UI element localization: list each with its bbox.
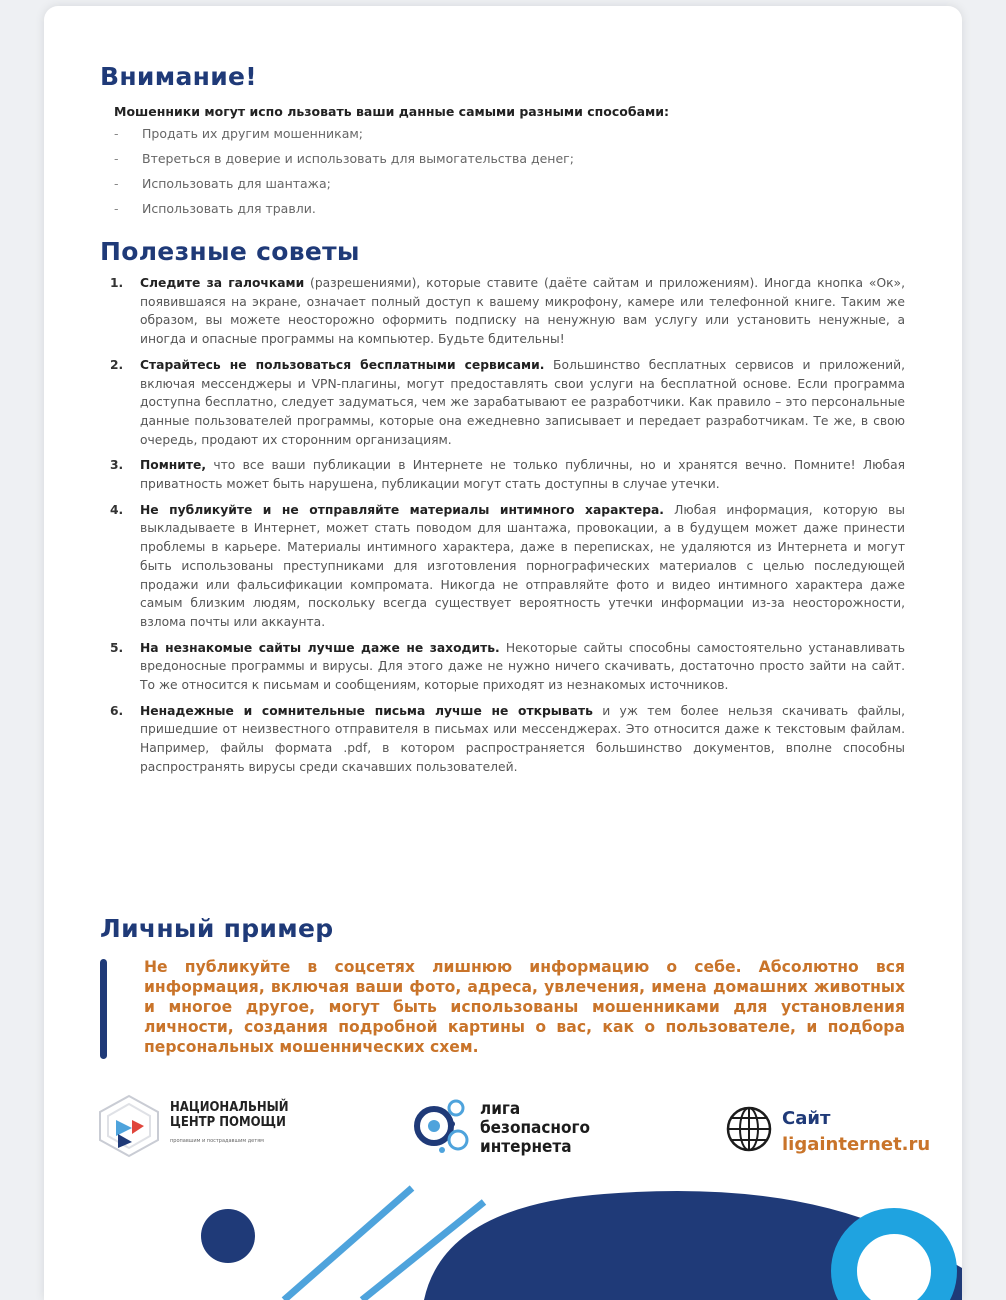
example-text: Не публикуйте в соцсетях лишнюю информацию о себе. Абсолютно вся информация, включая ваши фото, адреса, увлечения, имена домашних животных и многое другое, могут быть использованы мошенниками для установления личности, создания подробной картины о вас, как о пользователе, и подбора персональных мошеннических схем. bbox=[144, 958, 905, 1056]
warning-title: Внимание! bbox=[100, 62, 257, 91]
liga-logo-text: лига безопасного интернета bbox=[480, 1099, 590, 1157]
list-item: - Втереться в доверие и использовать для вымогательства денег; bbox=[114, 151, 574, 166]
document-page bbox=[44, 6, 962, 1300]
site-label: Сайт bbox=[782, 1108, 831, 1129]
warning-lead: Мошенники могут испо льзовать ваши данные самыми разными способами: bbox=[114, 104, 670, 119]
bullet: - bbox=[114, 151, 119, 166]
tip-item: 3. Помните, что все ваши публикации в Интернете не только публичны, но и хранятся вечно. Помните! Любая приватность может быть нарушена, публикации могут стать доступны в случае утечки. bbox=[110, 458, 905, 492]
list-item: - Продать их другим мошенникам; bbox=[114, 126, 363, 141]
bullet: - bbox=[114, 201, 119, 216]
bullet: - bbox=[114, 126, 119, 141]
ncp-logo-text: НАЦИОНАЛЬНЫЙ ЦЕНТР ПОМОЩИ bbox=[170, 1100, 289, 1130]
list-item: - Использовать для травли. bbox=[114, 201, 316, 216]
tip-item: 5. На незнакомые сайты лучше даже не заходить. Некоторые сайты способны самостоятельно устанавливать вредоносные программы и вирусы. Для этого даже не нужно ничего скачивать, достаточно просто зайти на сайт. То же относится к письмам и сообщениям, которые приходят из незнакомых источников. bbox=[110, 640, 905, 693]
ncp-logo-subtext: пропавшим и пострадавшим детям bbox=[170, 1138, 264, 1144]
tip-item: 1. Следите за галочками (разрешениями), которые ставите (даёте сайтам и приложениям). Иногда кнопка «Ок», появившаяся на экране, означает полный доступ к вашему микрофону, камере или телефонной книге. Таким же образом, вы можете неосторожно оформить подписку на ненужную вам услугу или установить ненужные, а иногда и опасные программы на компьютер. Будьте бдительны! bbox=[110, 276, 905, 347]
tips-title: Полезные советы bbox=[100, 237, 360, 266]
tip-item: 6. Ненадежные и сомнительные письма лучше не открывать и уж тем более нельзя скачивать файлы, пришедшие от неизвестного отправителя в письмах или мессенджерах. Это относится даже к текстовым файлам. Например, файлы формата .pdf, в котором распространяется большинство документов, вполне способны распространять вирусы среди скачавших пользователей. bbox=[110, 703, 905, 774]
list-item: - Использовать для шантажа; bbox=[114, 176, 331, 191]
decorative-shapes bbox=[44, 6, 962, 1300]
example-title: Личный пример bbox=[100, 914, 334, 943]
bullet: - bbox=[114, 176, 119, 191]
tip-item: 4. Не публикуйте и не отправляйте материалы интимного характера. Любая информация, которую вы выкладываете в Интернет, может стать поводом для шантажа, провокации, а в будущем может даже принести проблемы в карьере. Материалы интимного характера, даже в переписках, не удаляются из Интернета и могут быть использованы преступниками для изготовления порнографических материалов с целью последующей продажи или фальсификации компромата. Никогда не отправляйте фото и видео интимного характера даже самым близким людям, поскольку всегда существует вероятность утечки информации из-за неосторожности, взлома почты или аккаунта. bbox=[110, 502, 905, 629]
tip-item: 2. Старайтесь не пользоваться бесплатными сервисами. Большинство бесплатных сервисов и приложений, включая мессенджеры и VPN-плагины, могут предоставлять свои услуги на бесплатной основе. Если программа доступна бесплатно, следует задуматься, чем же зарабатывают ее разработчики. Как правило – это персональные данные пользователей программы, которые она ежедневно записывает и передает разработчикам. Те же, в свою очередь, продают их сторонним организациям. bbox=[110, 357, 905, 447]
site-link[interactable]: ligainternet.ru bbox=[782, 1134, 931, 1155]
